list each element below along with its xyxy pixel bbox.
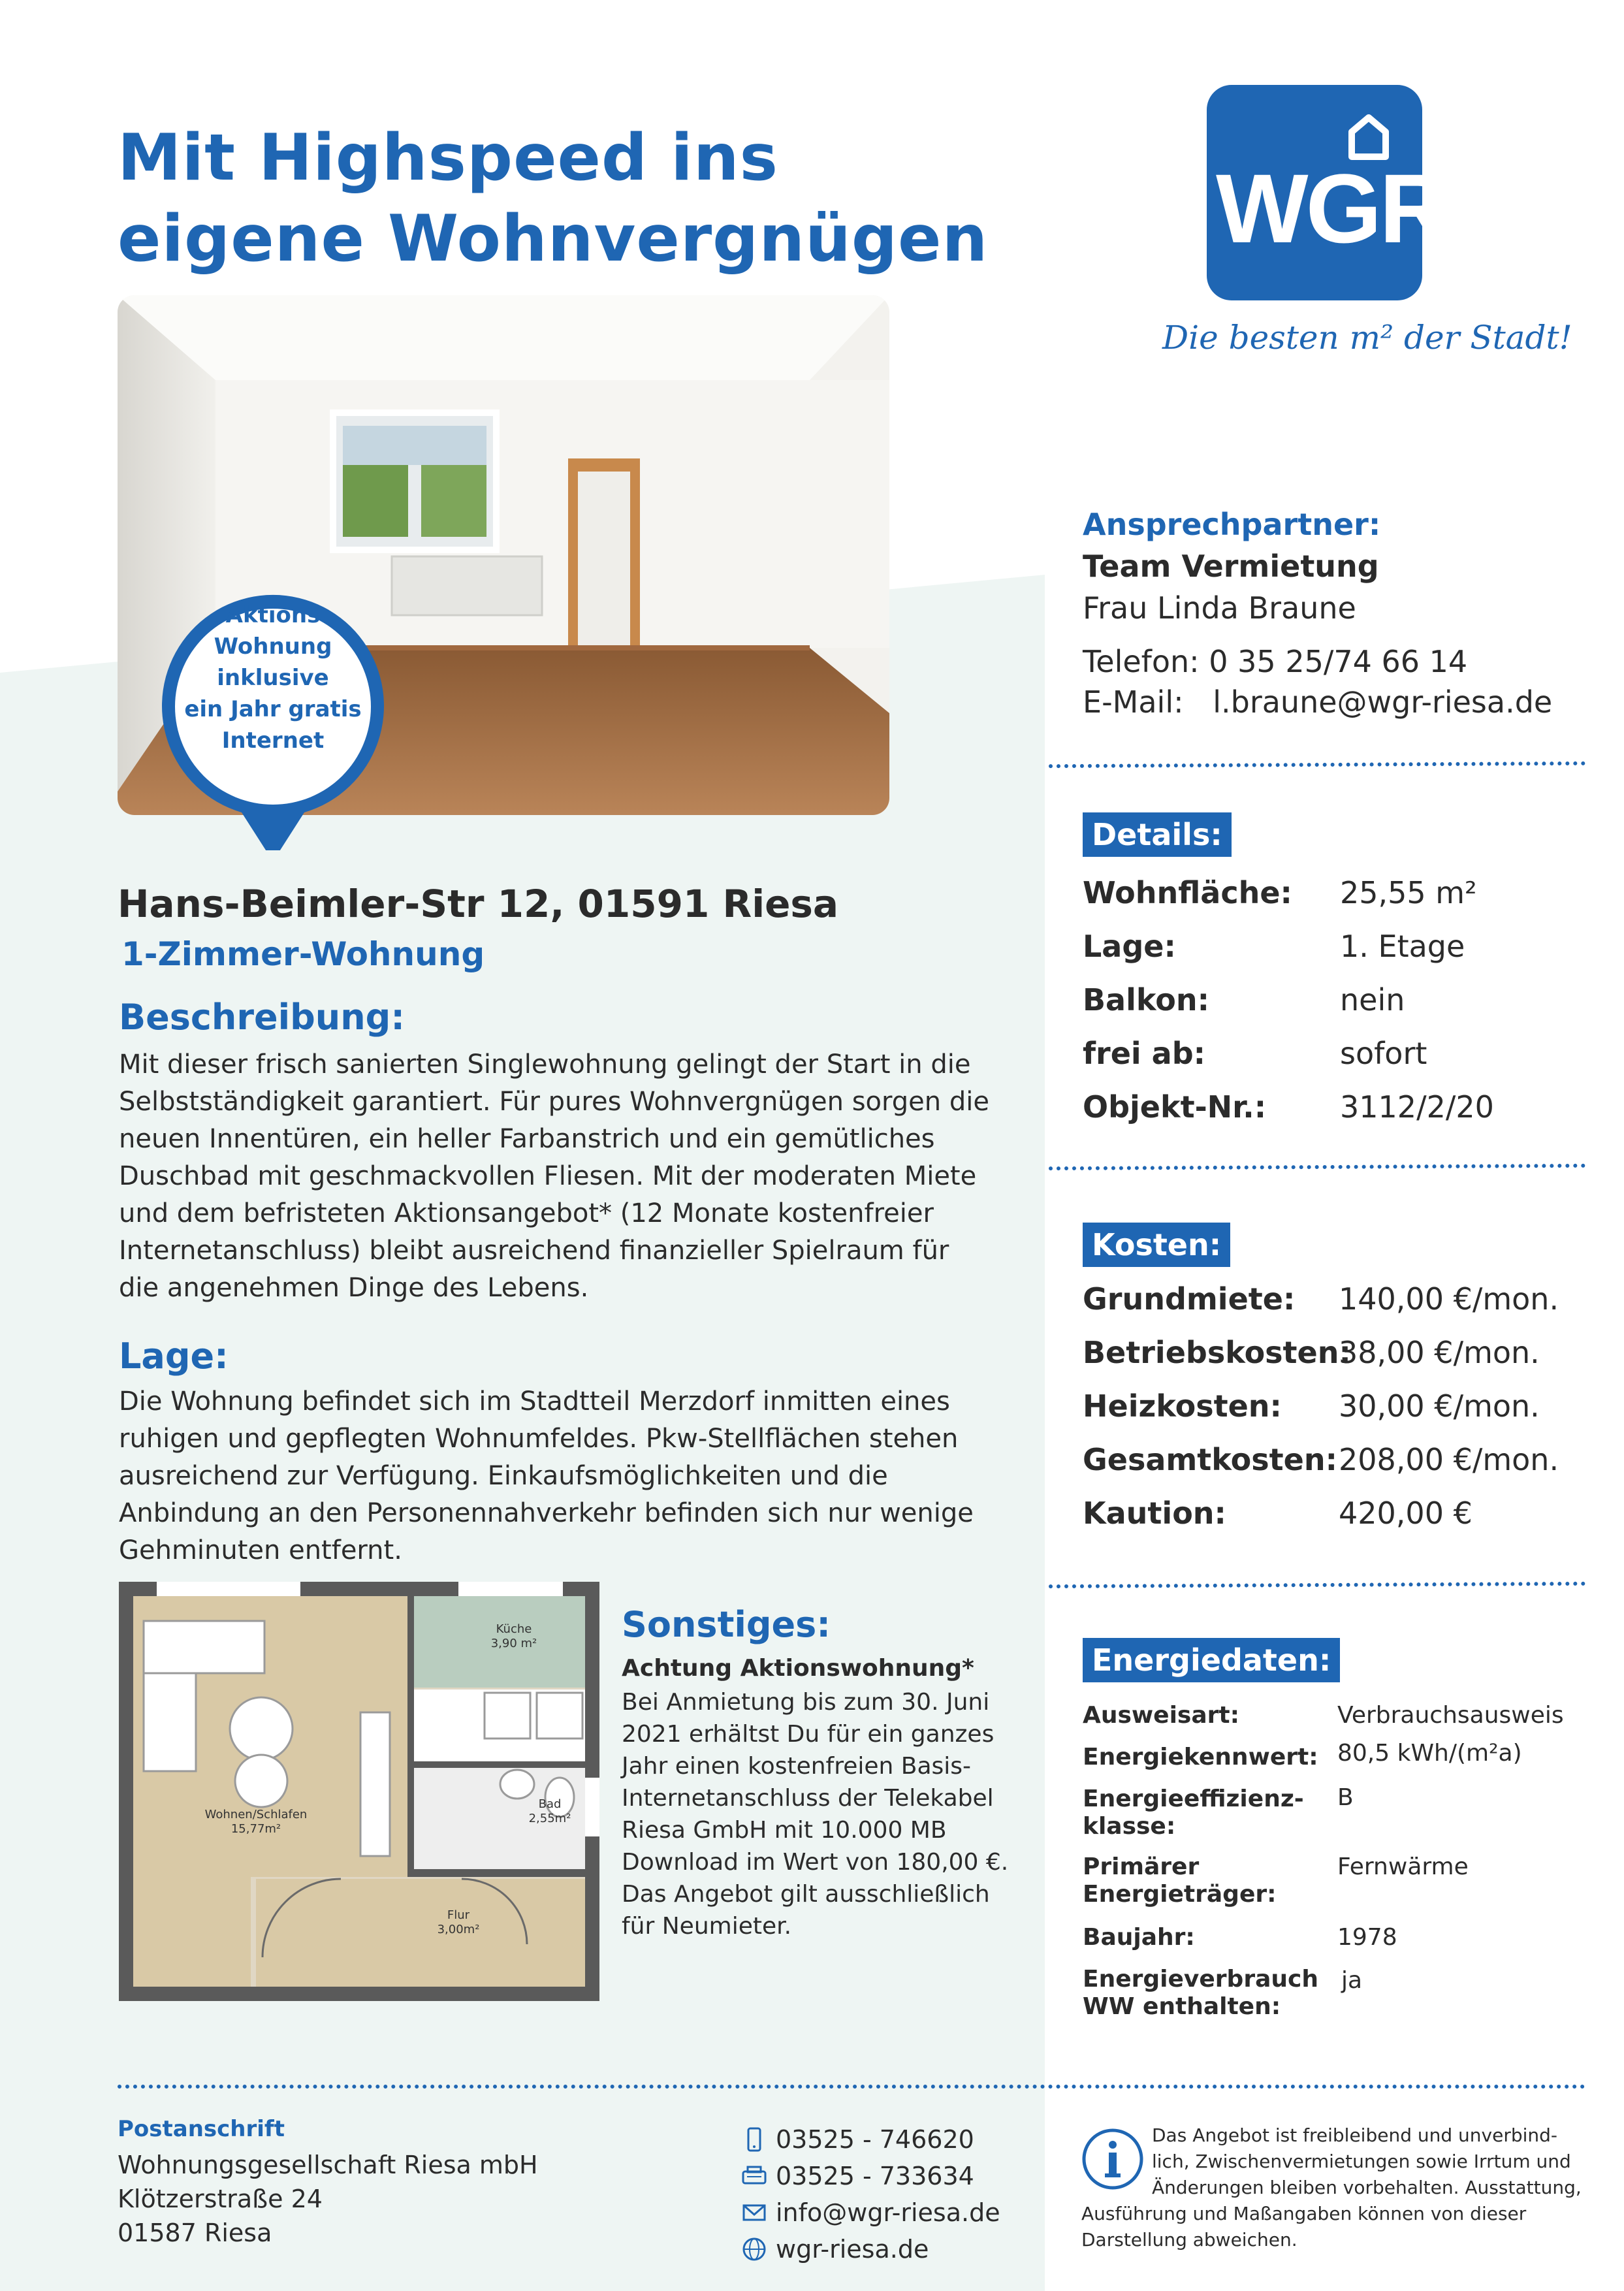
postal-street: Klötzerstraße 24 xyxy=(118,2185,323,2213)
room-area: 2,55m² xyxy=(528,1812,571,1825)
energie-label: Ausweisart: xyxy=(1083,1702,1240,1729)
footer-phone[interactable]: 03525 - 746620 xyxy=(776,2125,974,2154)
details-title: Details: xyxy=(1083,812,1232,857)
badge-line: Wohnung xyxy=(214,633,332,660)
kosten-value: 208,00 €/mon. xyxy=(1339,1442,1559,1477)
logo-slogan: Die besten m² der Stadt! xyxy=(1162,319,1572,357)
details-row xyxy=(1083,875,1592,929)
room-area: 3,00m² xyxy=(437,1923,480,1936)
room-label-wohnen xyxy=(191,1808,321,1836)
contact-phone[interactable]: 0 35 25/74 66 14 xyxy=(1209,644,1468,679)
details-value: sofort xyxy=(1340,1036,1427,1071)
badge-line: Internet xyxy=(221,728,325,754)
room-area: 15,77m² xyxy=(231,1822,281,1836)
kosten-label: Betriebskosten: xyxy=(1083,1335,1351,1370)
kosten-value: 30,00 €/mon. xyxy=(1339,1388,1540,1424)
kosten-row xyxy=(1083,1496,1592,1549)
energie-label: Baujahr: xyxy=(1083,1924,1195,1951)
disclaimer-line: Änderungen bleiben vorbehalten. Ausstattung, xyxy=(1152,2177,1582,2198)
contact-email[interactable]: l.braune@wgr-riesa.de xyxy=(1213,684,1553,720)
kosten-row xyxy=(1083,1335,1592,1388)
headline-line-1: Mit Highspeed ins xyxy=(118,121,778,195)
contact-team: Team Vermietung xyxy=(1083,549,1379,584)
footer-divider xyxy=(118,2085,1585,2089)
kosten-row xyxy=(1083,1281,1592,1335)
sonstiges-title: Sonstiges: xyxy=(622,1604,831,1645)
room-name: Bad xyxy=(538,1797,562,1811)
kosten-value: 38,00 €/mon. xyxy=(1339,1335,1540,1370)
footer-web-row xyxy=(742,2231,1000,2267)
energie-value: 80,5 kWh/(m²a) xyxy=(1337,1740,1522,1767)
postal-title: Postanschrift xyxy=(118,2116,285,2142)
badge-line: Aktions xyxy=(225,602,321,628)
contact-email-label: E-Mail: xyxy=(1083,684,1184,720)
energie-label: Energieeffizienz- klasse: xyxy=(1083,1786,1304,1840)
lage-title: Lage: xyxy=(119,1336,229,1377)
postal-city: 01587 Riesa xyxy=(118,2219,272,2247)
disclaimer-line: Ausführung und Maßangaben können von dieser xyxy=(1081,2203,1527,2224)
info-icon xyxy=(1081,2128,1144,2190)
room-label-flur xyxy=(426,1908,491,1937)
footer-fax-row xyxy=(742,2158,1000,2194)
footer-web[interactable]: wgr-riesa.de xyxy=(776,2235,929,2264)
lage-text: Die Wohnung befindet sich im Stadtteil Merzdorf inmitten eines ruhigen und gepflegten Wohnumfeldes. Pkw-Stellflächen stehen ausreichend zur Verfügung. Einkaufsmöglichkeiten und die Anbindung an den Personennahverkehr befinden sich nur wenige Gehminuten entfernt. xyxy=(119,1386,974,1565)
beschreibung-title: Beschreibung: xyxy=(119,997,405,1038)
contact-title: Ansprechpartner: xyxy=(1083,507,1381,542)
footer-fax: 03525 - 733634 xyxy=(776,2162,974,2190)
energie-title: Energiedaten: xyxy=(1083,1638,1340,1682)
sonstiges-subtitle: Achtung Aktionswohnung* xyxy=(622,1655,974,1682)
kosten-table xyxy=(1083,1281,1592,1549)
room-label-bad xyxy=(524,1797,576,1826)
details-row xyxy=(1083,1089,1592,1143)
details-label: Balkon: xyxy=(1083,982,1209,1017)
beschreibung-text: Mit dieser frisch sanierten Singlewohnung gelingt der Start in die Selbstständigkeit garantiert. Für pures Wohnvergnügen sorgen die neuen Innentüren, ein heller Farbanstrich und ein gemütliches Duschbad mit geschmackvollen Fliesen. Mit der moderaten Miete und dem befristeten Aktionsangebot* (12 Monate kostenfreier Internetanschluss) bleibt ausreichend finanzieller Spielraum für die angenehmen Dinge des Lebens. xyxy=(119,1049,989,1303)
details-label: Lage: xyxy=(1083,929,1176,964)
globe-icon xyxy=(742,2237,767,2262)
promo-badge-text xyxy=(157,600,389,756)
kosten-label: Kaution: xyxy=(1083,1496,1226,1531)
logo-text: WGR xyxy=(1216,153,1448,263)
headline-line-2: eigene Wohnvergnügen xyxy=(118,202,989,276)
footer-email-row xyxy=(742,2194,1000,2231)
badge-line: inklusive xyxy=(217,665,329,691)
footer-contacts xyxy=(742,2121,1000,2267)
details-value: 3112/2/20 xyxy=(1340,1089,1494,1125)
headline xyxy=(118,118,988,280)
energie-label: Energieverbrauch WW enthalten: xyxy=(1083,1966,1318,2020)
disclaimer-line: Das Angebot ist freibleibend und unverbind- xyxy=(1152,2124,1558,2146)
sonstiges-text: Bei Anmietung bis zum 30. Juni 2021 erhältst Du für ein ganzes Jahr einen kostenfreien Basis- Internetanschluss der Telekabel Riesa GmbH mit 10.000 MB Download im Wert von 180,00 €. Das Angebot gilt ausschließlich für Neumieter. xyxy=(622,1689,1009,1940)
details-row xyxy=(1083,1036,1592,1089)
contact-phone-label: Telefon: xyxy=(1083,644,1200,679)
kosten-value: 420,00 € xyxy=(1339,1496,1473,1531)
disclaimer-line: Darstellung abweichen. xyxy=(1081,2229,1298,2251)
energie-value: 1978 xyxy=(1337,1924,1397,1951)
badge-line: ein Jahr gratis xyxy=(184,696,362,722)
kosten-label: Gesamtkosten: xyxy=(1083,1442,1337,1477)
contact-name: Frau Linda Braune xyxy=(1083,590,1356,626)
details-value: 25,55 m² xyxy=(1340,875,1477,910)
kosten-label: Grundmiete: xyxy=(1083,1281,1296,1317)
kosten-value: 140,00 €/mon. xyxy=(1339,1281,1559,1317)
room-area: 3,90 m² xyxy=(490,1637,537,1650)
details-value: 1. Etage xyxy=(1340,929,1465,964)
floor-plan xyxy=(119,1582,599,2001)
kosten-label: Heizkosten: xyxy=(1083,1388,1282,1424)
property-address: Hans-Beimler-Str 12, 01591 Riesa xyxy=(118,882,839,926)
postal-company: Wohnungsgesellschaft Riesa mbH xyxy=(118,2151,538,2179)
details-row xyxy=(1083,982,1592,1036)
details-label: Wohnfläche: xyxy=(1083,875,1292,910)
fax-icon xyxy=(742,2164,767,2188)
room-name: Flur xyxy=(447,1908,470,1922)
disclaimer-line: lich, Zwischenvermietungen sowie Irrtum und xyxy=(1152,2151,1571,2172)
room-label-kueche xyxy=(471,1622,556,1651)
footer-phone-row xyxy=(742,2121,1000,2158)
energie-value: ja xyxy=(1341,1967,1363,1994)
kosten-row xyxy=(1083,1442,1592,1496)
energie-label: Primärer Energieträger: xyxy=(1083,1853,1277,1908)
details-value: nein xyxy=(1340,982,1405,1017)
mail-icon xyxy=(742,2200,767,2225)
room-name: Küche xyxy=(496,1622,532,1636)
contact-email-row xyxy=(1083,684,1552,720)
details-row xyxy=(1083,929,1592,982)
details-table xyxy=(1083,875,1592,1143)
energie-value: B xyxy=(1337,1784,1354,1811)
energie-label: Energiekennwert: xyxy=(1083,1744,1318,1770)
energie-value: Verbrauchsausweis xyxy=(1337,1702,1564,1729)
details-label: frei ab: xyxy=(1083,1036,1206,1071)
contact-phone-row xyxy=(1083,644,1467,679)
phone-icon xyxy=(742,2127,767,2152)
property-type: 1-Zimmer-Wohnung xyxy=(121,935,485,973)
details-label: Objekt-Nr.: xyxy=(1083,1089,1267,1125)
room-name: Wohnen/Schlafen xyxy=(204,1808,308,1821)
energie-value: Fernwärme xyxy=(1337,1853,1469,1880)
kosten-title: Kosten: xyxy=(1083,1223,1230,1267)
kosten-row xyxy=(1083,1388,1592,1442)
footer-email[interactable]: info@wgr-riesa.de xyxy=(776,2198,1000,2227)
